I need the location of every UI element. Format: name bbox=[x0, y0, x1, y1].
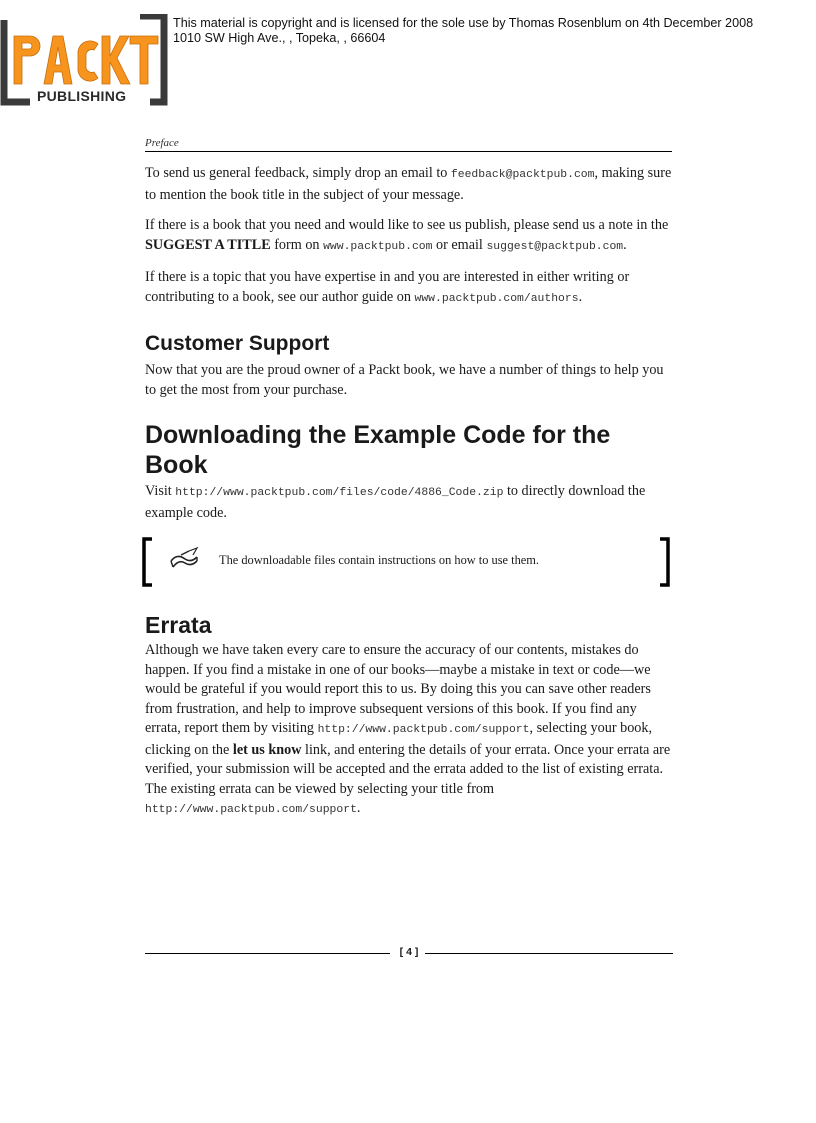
tip-note-text: The downloadable files contain instructions on how to use them. bbox=[219, 553, 540, 567]
suggest-email: suggest@packtpub.com bbox=[486, 240, 624, 253]
page-number: [ 4 ] bbox=[399, 946, 419, 958]
license-line-1: This material is copyright and is licensed for the sole use by Thomas Rosenblum on 4th December 2008 bbox=[173, 16, 754, 30]
example-code-url: http://www.packtpub.com/files/code/4886_Code.zip bbox=[175, 487, 504, 499]
page-body bbox=[145, 164, 673, 832]
note-pen-icon bbox=[167, 547, 201, 571]
logo-sub-text: PUBLISHING bbox=[34, 88, 129, 104]
support-url-2: http://www.packtpub.com/support bbox=[145, 804, 357, 816]
footer-rule-left bbox=[145, 953, 390, 954]
feedback-paragraph: To send us general feedback, simply drop an email to feedback@packtpub.com, making sure to mention the book title in the subject of your message. bbox=[145, 165, 672, 203]
right-bracket-icon bbox=[657, 537, 671, 587]
tip-note-box bbox=[141, 537, 671, 587]
left-bracket-icon bbox=[141, 537, 155, 587]
feedback-email: feedback@packtpub.com bbox=[450, 169, 595, 181]
suggest-a-title-text: SUGGEST A TITLE bbox=[145, 236, 271, 253]
support-url-1: http://www.packtpub.com/support bbox=[317, 724, 530, 736]
errata-paragraph: Although we have taken every care to ensure the accuracy of our contents, mistakes do happen. If you find a mistake in one of our books—maybe a mistake in text or code—we would be grateful if you would report this to us. By doing this you can save other readers from frustration, and help to improve subsequent versions of this book. If you find any errata, report them by visiting http://www.packtpub.com/support, selecting your book, clicking on the let us know link, and entering the details of your errata. Once your errata are verified, your submission will be accepted and the errata added to the list of existing errata. The existing errata can be viewed by selecting your title from http://www.packtpub.com/support. bbox=[145, 642, 671, 816]
download-paragraph: Visit http://www.packtpub.com/files/code/4886_Code.zip to directly download the example code. bbox=[145, 483, 646, 521]
author-guide-paragraph: If there is a topic that you have expertise in and you are interested in either writing or contributing to a book, see our author guide on www.packtpub.com/authors. bbox=[145, 269, 630, 305]
page-footer bbox=[145, 944, 673, 964]
downloading-heading: Downloading the Example Code for the Book bbox=[145, 421, 611, 479]
errata-heading: Errata bbox=[145, 612, 212, 638]
packtpub-url: www.packtpub.com bbox=[323, 240, 433, 253]
packt-publishing-logo bbox=[0, 14, 168, 106]
running-head: Preface bbox=[145, 137, 672, 152]
customer-support-paragraph: Now that you are the proud owner of a Packt book, we have a number of things to help you to get the most from your purchase. bbox=[145, 362, 664, 398]
license-line-2: 1010 SW High Ave., , Topeka, , 66604 bbox=[173, 31, 386, 45]
authors-url: www.packtpub.com/authors bbox=[414, 292, 579, 305]
let-us-know-text: let us know bbox=[232, 741, 302, 758]
suggest-title-paragraph: If there is a book that you need and would like to see us publish, please send us a note in the SUGGEST A TITLE form on www.packtpub.com or email suggest@packtpub.com. bbox=[145, 217, 669, 253]
license-notice bbox=[173, 16, 803, 46]
footer-rule-right bbox=[425, 953, 673, 954]
customer-support-heading: Customer Support bbox=[145, 332, 330, 355]
